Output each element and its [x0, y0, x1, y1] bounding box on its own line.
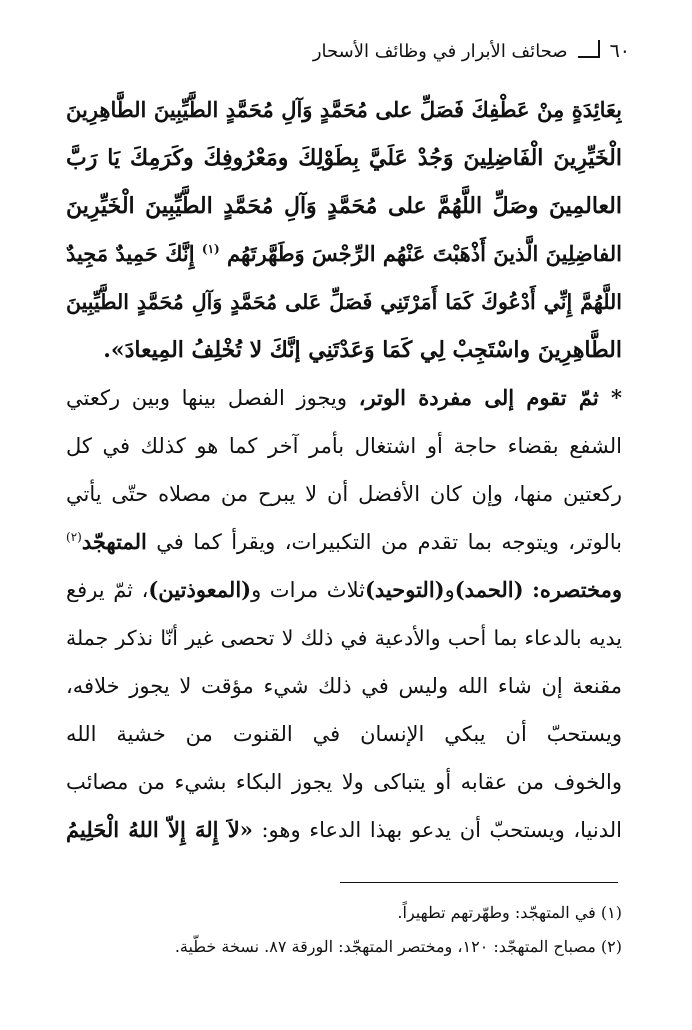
bold-segment: المتهجّد: [81, 529, 147, 554]
bold-segment: (المعوذتين): [148, 577, 252, 602]
page-number: ٦٠: [609, 40, 630, 62]
bold-segment: * ثمّ تقوم إلى مفردة الوتر،: [358, 385, 622, 410]
text-segment: إِنَّكَ حَمِيدٌ مَجِيدٌ: [66, 241, 195, 266]
text-segment: ، ثمّ يرفع: [66, 578, 149, 602]
text-line: ركعتين منها، وإن كان الأفضل أن لا يبرح من مصلاه حتّى يأتي: [66, 482, 622, 506]
running-header: [230, 36, 630, 66]
footnote-reference: (٢): [66, 530, 82, 544]
text-line: [66, 230, 622, 278]
footnote-divider: [340, 882, 618, 883]
text-segment: بالوتر، ويتوجه بما تقدم من التكبيرات، ويقرأ كما في: [156, 530, 622, 554]
text-line: يديه بالدعاء بما أحب والأدعية في ذلك لا تحصى غير أنّا نذكر جملة: [66, 626, 622, 650]
footnote-2: (٢) مصباح المتهجّد: ١٢٠، ومختصر المتهجّد: الورقة ٨٧. نسخة خطّية.: [174, 937, 622, 956]
header-ornament: [578, 40, 600, 58]
text-line: اللَّهُمَّ إِنِّي أَدْعُوكَ كَمَا أَمَرْتَنِي فَصَلِّ عَلى مُحَمَّدٍ وَآلِ مُحَمَّدٍ الطَّيِّبِينَ: [66, 290, 622, 314]
text-line: [66, 518, 622, 566]
text-line: والخوف من عقابه أو يتباكى ولا يجوز البكاء بشيء من مصائب: [66, 770, 622, 794]
footnote-reference: (١): [201, 242, 220, 256]
text-line: مقنعة إن شاء الله وليس في ذلك شيء مؤقت لا يجوز خلافه،: [66, 674, 622, 698]
text-segment: الفاضِلِينَ الَّذينَ أَذْهَبْتَ عَنْهُم الرِّجْسَ وَطَهَّرتَهُم: [227, 241, 622, 266]
text-line: الْخَيِّرِينَ الْفَاضِلِينَ وَجُدْ عَلَيَّ بِطَوْلِكَ ومَعْرُوفِكَ وكَرَمِكَ يَا رَبَّ: [66, 145, 622, 171]
text-line: الشفع بقضاء حاجة أو اشتغال بأمر آخر كما هو كذلك في كل: [66, 434, 622, 458]
text-segment: الدنيا، ويستحبّ أن يدعو بهذا الدعاء وهو:: [261, 818, 622, 842]
text-line: ويستحبّ أن يبكي الإنسان في القنوت من خشية الله: [66, 722, 622, 746]
text-line: [66, 374, 622, 422]
text-line: بِعَائِدَةٍ مِنْ عَطْفِكَ فَصَلِّ على مُحَمَّدٍ وَآلِ مُحَمَّدٍ الطَّيِّبِينَ الطَّاهِرِينَ: [66, 97, 622, 122]
main-text: [66, 86, 622, 854]
text-segment: ويجوز الفصل بينها وبين ركعتي: [66, 386, 348, 410]
text-line: العالمِينَ وصَلِّ اللَّهُمَّ على مُحَمَّدٍ وَآلِ مُحَمَّدٍ الطَّيِّبِينَ الْخَيِّرِينَ: [66, 193, 622, 219]
running-title: صحائف الأبرار في وظائف الأسحار: [312, 40, 568, 62]
text-segment: ثلاث مرات و: [251, 578, 365, 602]
bold-segment: ومختصره:: [532, 577, 622, 602]
bold-segment: «لاَ إِلهَ إِلاّ اللهُ الْحَلِيمُ: [66, 817, 253, 842]
text-line: الطَّاهِرِينَ واسْتَجِبْ لِي كَمَا وَعَدْتَنِي إنَّكَ لا تُخْلِفُ المِيعادَ».: [103, 337, 622, 363]
footnotes: [66, 896, 622, 964]
bold-segment: (الحمد): [454, 577, 524, 602]
footnote-1: (١) في المتهجّد: وطهّرتهم تطهيراً.: [397, 903, 622, 922]
text-line: [66, 566, 622, 614]
bold-segment: (التوحيد): [364, 577, 445, 602]
text-segment: و: [444, 578, 455, 602]
text-line: [66, 806, 622, 854]
